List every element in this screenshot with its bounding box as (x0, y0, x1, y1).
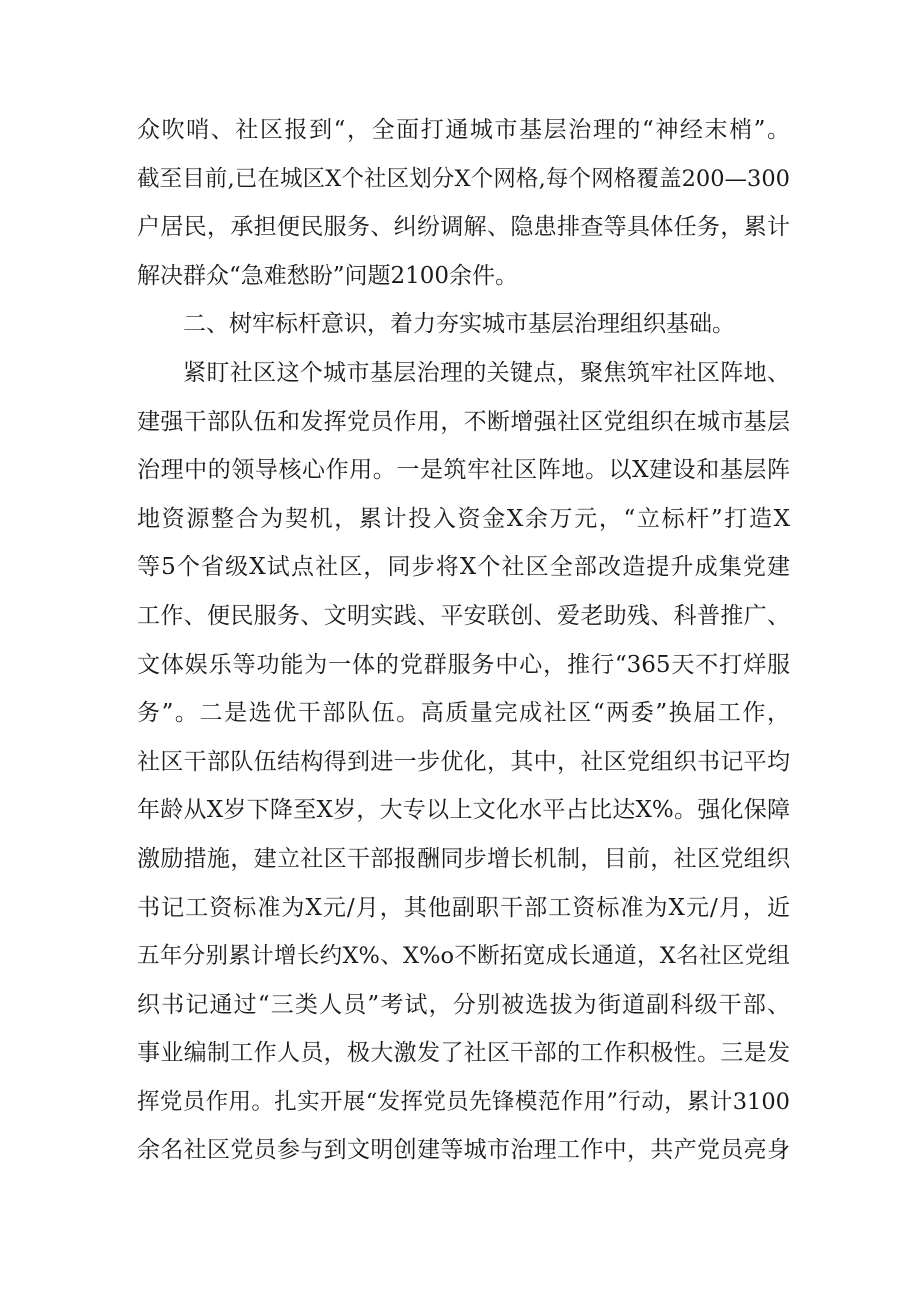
text-line-1: 众吹哨、社区报到“，全面打通城市基层治理的“神经末梢”。 (137, 117, 790, 143)
text-line-7: 建强干部队伍和发挥党员作用，不断增强社区党组织在城市基层 (137, 408, 790, 435)
text-line-9: 地资源整合为契机，累计投入资金X余万元，“立标杆”打造X (137, 505, 790, 532)
text-line-14: 社区干部队伍结构得到进一步优化，其中，社区党组织书记平均 (137, 748, 790, 775)
text-line-19: 织书记通过“三类人员”考试，分别被选拔为街道副科级干部、 (137, 991, 790, 1018)
text-line-12: 文体娱乐等功能为一体的党群服务中心，推行“365天不打烊服 (137, 651, 790, 678)
text-line-8: 治理中的领导核心作用。一是筑牢社区阵地。以X建设和基层阵 (137, 457, 790, 484)
text-line-2: 截至目前,已在城区X个社区划分X个网格,每个网格覆盖200—300 (137, 165, 790, 192)
text-line-22: 余名社区党员参与到文明创建等城市治理工作中，共产党员亮身 (137, 1137, 790, 1164)
text-line-15: 年龄从X岁下降至X岁，大专以上文化水平占比达X%。强化保障 (137, 797, 790, 824)
text-line-3: 户居民，承担便民服务、纠纷调解、隐患排查等具体任务，累计 (137, 214, 790, 241)
text-line-6: 紧盯社区这个城市基层治理的关键点，聚焦筑牢社区阵地、 (183, 359, 790, 386)
text-line-4: 解决群众“急难愁盼”问题2100余件。 (137, 262, 519, 289)
text-line-16: 激励措施，建立社区干部报酬同步增长机制，目前，社区党组织 (137, 845, 790, 872)
text-line-17: 书记工资标准为X元/月，其他副职干部工资标准为X元/月，近 (137, 894, 790, 921)
text-line-21: 挥党员作用。扎实开展“发挥党员先锋模范作用”行动，累计3100 (137, 1088, 790, 1115)
text-line-20: 事业编制工作人员，极大激发了社区干部的工作积极性。三是发 (137, 1040, 790, 1067)
text-line-13: 务”。二是选优干部队伍。高质量完成社区“两委”换届工作， (137, 700, 790, 727)
section-heading: 二、树牢标杆意识，着力夯实城市基层治理组织基础。 (183, 311, 735, 338)
text-line-10: 等5个省级X试点社区，同步将X个社区全部改造提升成集党建 (137, 554, 790, 581)
text-line-18: 五年分别累计增长约X%、X%o不断拓宽成长通道，X名社区党组 (137, 943, 790, 970)
text-line-11: 工作、便民服务、文明实践、平安联创、爱老助残、科普推广、 (137, 602, 790, 629)
